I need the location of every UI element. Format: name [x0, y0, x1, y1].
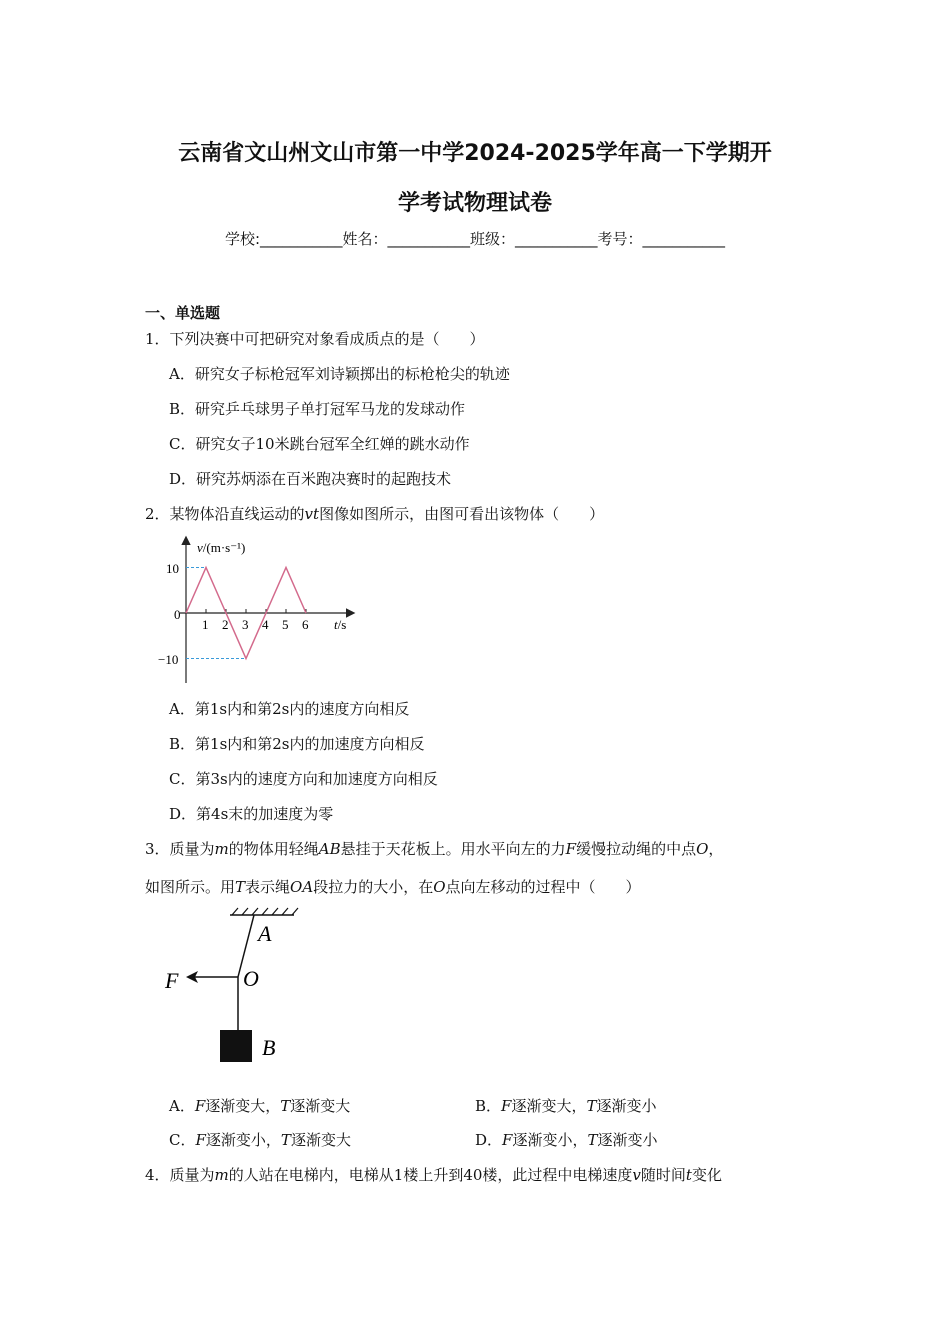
question-2-stem-v: v [304, 505, 314, 523]
text-segment: 逐渐变小， [512, 1131, 588, 1149]
y-tick-label-0: 0 [174, 607, 181, 622]
text-segment: 4．质量为 [145, 1166, 215, 1184]
variable-symbol: OA [290, 878, 314, 896]
rope-force-diagram [160, 905, 310, 1065]
text-segment: 3．质量为 [145, 840, 215, 858]
text-segment: 表示绳 [245, 878, 291, 896]
question-2-option-c: C．第3s内的速度方向和加速度方向相反 [169, 770, 438, 788]
variable-symbol: T [280, 1131, 291, 1149]
x-tick-label: 2 [222, 617, 229, 632]
section-heading: 一、单选题 [145, 304, 221, 322]
block-b [220, 1030, 252, 1062]
text-segment: 逐渐变大 [290, 1131, 351, 1149]
question-4-stem [145, 1164, 722, 1185]
text-segment: 逐渐变小 [596, 1097, 657, 1115]
text-segment: 的物体用轻绳 [228, 840, 319, 858]
student-info-line: 学校:___________姓名：___________班级：___________考号：___________ [224, 230, 726, 248]
x-axis-label-unit: /s [337, 617, 347, 632]
x-axis-label [334, 617, 346, 632]
y-tick-label-10: 10 [166, 561, 179, 576]
label-f: F [165, 968, 179, 993]
variable-symbol: T [587, 1131, 598, 1149]
variable-symbol: F [502, 1131, 513, 1149]
text-segment: D． [475, 1131, 503, 1149]
y-axis-label-unit: /(m·s⁻¹) [202, 540, 246, 555]
label-b: B [262, 1035, 276, 1060]
question-3-stem-line1 [145, 838, 723, 859]
variable-symbol: v [632, 1166, 641, 1184]
text-segment: ， [708, 840, 724, 858]
variable-symbol: O [696, 840, 709, 858]
ceiling-hatch [232, 908, 298, 915]
text-segment: A． [169, 1097, 195, 1115]
variable-symbol: T [586, 1097, 597, 1115]
text-segment: 变化 [691, 1166, 722, 1184]
text-segment: 段拉力的大小，在 [313, 878, 434, 896]
y-axis-label-v: v [197, 540, 203, 555]
x-tick-label: 1 [202, 617, 209, 632]
x-tick-label: 6 [302, 617, 309, 632]
text-segment: 点向左移动的过程中（ ） [445, 878, 641, 896]
question-2-stem-t: t [313, 505, 320, 523]
variable-symbol: T [235, 878, 246, 896]
variable-symbol: t [685, 1166, 692, 1184]
text-segment: 逐渐变大， [511, 1097, 587, 1115]
exam-title-line1: 云南省文山州文山市第一中学2024-2025学年高一下学期开 [178, 141, 772, 166]
variable-symbol: F [501, 1097, 512, 1115]
text-segment: 随时间 [640, 1166, 686, 1184]
variable-symbol: F [194, 1097, 206, 1115]
y-tick-label-neg10: −10 [158, 652, 179, 667]
question-2-option-b: B．第1s内和第2s内的加速度方向相反 [169, 735, 425, 753]
question-3-stem-line2 [145, 876, 641, 897]
y-axis-label [197, 540, 245, 555]
x-tick-label: 3 [242, 617, 249, 632]
question-1-option-c: C．研究女子10米跳台冠军全红婵的跳水动作 [169, 435, 470, 453]
question-3-option-c [169, 1129, 351, 1150]
question-1-option-b: B．研究乒乓球男子单打冠军马龙的发球动作 [169, 400, 466, 418]
variable-symbol: T [280, 1097, 291, 1115]
text-segment: 如图所示。用 [145, 878, 236, 896]
question-1-stem: 1．下列决赛中可把研究对象看成质点的是（ ） [145, 330, 485, 348]
text-segment: 逐渐变小， [205, 1131, 281, 1149]
text-segment: 逐渐变大 [290, 1097, 351, 1115]
variable-symbol: O [433, 878, 446, 896]
question-2-stem [145, 503, 604, 524]
question-2-option-d: D．第4s末的加速度为零 [169, 805, 334, 823]
x-tick-label: 5 [282, 617, 289, 632]
question-2-option-a: A．第1s内和第2s内的速度方向相反 [169, 700, 410, 718]
question-2-stem-a: 2．某物体沿直线运动的 [145, 505, 305, 523]
label-o: O [243, 966, 259, 991]
exam-title-line2: 学考试物理试卷 [397, 191, 552, 216]
variable-symbol: F [195, 1131, 206, 1149]
variable-symbol: F [565, 840, 577, 858]
text-segment: C． [169, 1131, 196, 1149]
question-3-option-b [475, 1095, 657, 1116]
question-3-option-a [169, 1095, 350, 1116]
variable-symbol: m [214, 1166, 229, 1184]
text-segment: 的人站在电梯内，电梯从1楼上升到40楼，此过程中电梯速度 [228, 1166, 633, 1184]
vt-graph [150, 533, 370, 683]
x-axis-label-t: t [334, 617, 338, 632]
text-segment: 缓慢拉动绳的中点 [576, 840, 697, 858]
question-1-option-d: D．研究苏炳添在百米跑决赛时的起跑技术 [169, 470, 452, 488]
question-3-option-d [475, 1129, 658, 1150]
text-segment: 逐渐变大， [205, 1097, 281, 1115]
question-2-stem-b: 图像如图所示，由图可看出该物体（ ） [319, 505, 605, 523]
x-tick-label: 4 [262, 617, 269, 632]
text-segment: 逐渐变小 [597, 1131, 658, 1149]
question-1-option-a: A．研究女子标枪冠军刘诗颖掷出的标枪枪尖的轨迹 [169, 365, 510, 383]
text-segment: 悬挂于天花板上。用水平向左的力 [340, 840, 566, 858]
label-a: A [258, 921, 272, 946]
text-segment: B． [475, 1097, 502, 1115]
variable-symbol: m [214, 840, 229, 858]
variable-symbol: AB [318, 840, 341, 858]
